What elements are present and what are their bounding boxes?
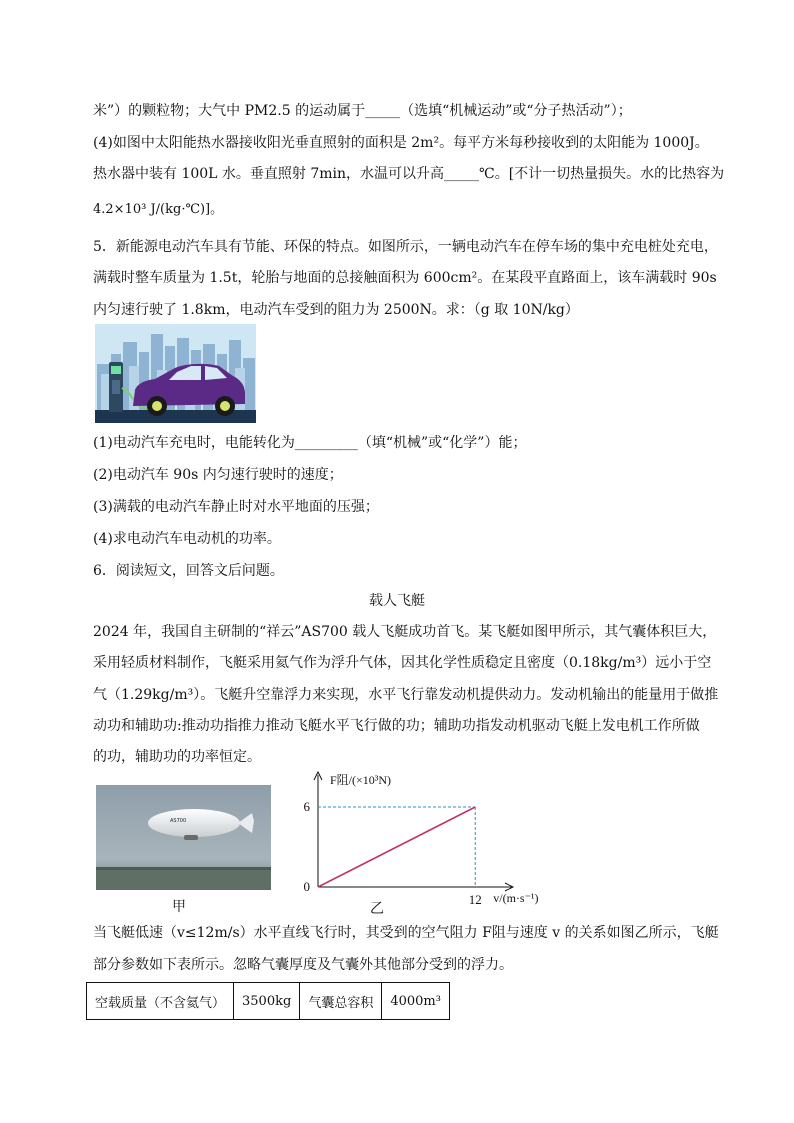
q5-line1: 5．新能源电动汽车具有节能、环保的特点。如图所示，一辆电动汽车在停车场的集中充电桩处充电， bbox=[93, 239, 718, 255]
airship-illustration bbox=[96, 785, 271, 890]
caption-yi: 乙 bbox=[370, 901, 384, 917]
ev-charging-figure bbox=[95, 324, 256, 423]
series-line bbox=[318, 807, 475, 887]
airship-photo bbox=[96, 785, 271, 890]
y-tick-label: 6 bbox=[303, 799, 310, 814]
caption-jia: 甲 bbox=[172, 899, 186, 915]
table-cell: 4000m³ bbox=[382, 983, 450, 1020]
table-cell: 空载质量（不含氦气） bbox=[87, 983, 234, 1020]
q4-line2: (4)如图中太阳能热水器接收阳光垂直照射的面积是 2m²。每平方米每秒接收到的太阳能为 1000J。 bbox=[93, 135, 709, 151]
airship-label: AS700 bbox=[170, 818, 187, 824]
ev-charging-illustration bbox=[95, 324, 256, 423]
q4-line1: 米”）的颗粒物；大气中 PM2.5 的运动属于_____（选填“机械运动”或“分子热活动”）； bbox=[93, 103, 632, 119]
q6-after2: 部分参数如下表所示。忽略气囊厚度及气囊外其他部分受到的浮力。 bbox=[93, 957, 513, 973]
drag-speed-chart bbox=[298, 770, 539, 907]
passage-title: 载人飞艇 bbox=[369, 593, 425, 609]
q5-sub1: (1)电动汽车充电时，电能转化为_________（填“机械”或“化学”）能； bbox=[93, 435, 527, 451]
table-cell: 3500kg bbox=[234, 983, 300, 1020]
q6-p2: 采用轻质材料制作，飞艇采用氦气作为浮升气体，因其化学性质稳定且密度（0.18kg/m³）远小于空 bbox=[93, 655, 712, 671]
q6-line1: 6．阅读短文，回答文后问题。 bbox=[93, 563, 284, 579]
q5-line2: 满载时整车质量为 1.5t，轮胎与地面的总接触面积为 600cm²。在某段平直路面上，该车满载时 90s bbox=[93, 270, 717, 286]
y-axis-title: F阻/(×10³N) bbox=[330, 773, 392, 787]
q6-p5: 的功，辅助功的功率恒定。 bbox=[93, 749, 261, 765]
q5-line3: 内匀速行驶了 1.8km，电动汽车受到的阻力为 2500N。求：（g 取 10N/kg） bbox=[93, 302, 579, 318]
q6-p3: 气（1.29kg/m³）。飞艇升空靠浮力来实现，水平飞行靠发动机提供动力。发动机输出的能量用于做推 bbox=[93, 687, 719, 703]
q6-p1: 2024 年，我国自主研制的“祥云”AS700 载人飞艇成功首飞。某飞艇如图甲所示，其气囊体积巨大， bbox=[93, 624, 717, 640]
table-row bbox=[87, 983, 450, 1020]
x-axis-title: v/(m·s⁻¹) bbox=[493, 891, 539, 905]
airship-params-table bbox=[86, 982, 450, 1020]
table-cell: 气囊总容积 bbox=[300, 983, 382, 1020]
x-tick-label: 12 bbox=[468, 892, 482, 907]
q6-p4: 动功和辅助功:推动功指推力推动飞艇水平飞行做的功；辅助功指发动机驱动飞艇上发电机工作所做 bbox=[93, 718, 700, 734]
q4-line4: 4.2×10³ J/(kg·℃)]。 bbox=[93, 202, 224, 217]
q6-after1: 当飞艇低速（v≤12m/s）水平直线飞行时，其受到的空气阻力 F阻与速度 v 的关系如图乙所示，飞艇 bbox=[93, 925, 719, 941]
q5-sub4: (4)求电动汽车电动机的功率。 bbox=[93, 531, 281, 547]
q4-line3: 热水器中装有 100L 水。垂直照射 7min，水温可以升高_____℃。[不计一切热量损失。水的比热容为 bbox=[93, 166, 725, 182]
q5-sub3: (3)满载的电动汽车静止时对水平地面的压强； bbox=[93, 499, 379, 515]
q5-sub2: (2)电动汽车 90s 内匀速行驶时的速度； bbox=[93, 467, 343, 483]
origin-label: 0 bbox=[303, 879, 310, 894]
